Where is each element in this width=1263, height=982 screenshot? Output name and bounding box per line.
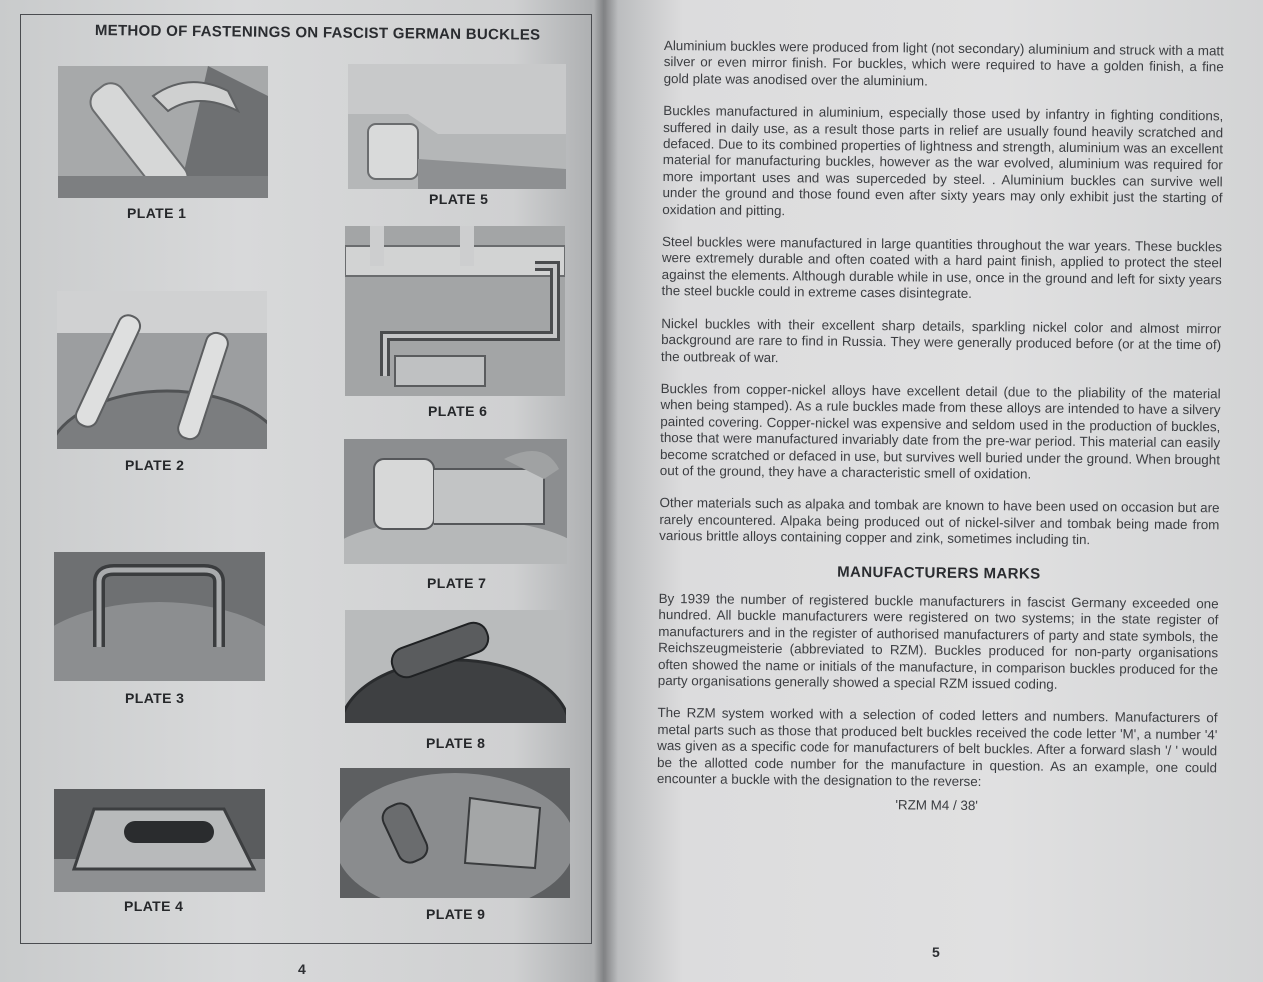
plate-1-caption: PLATE 1 (127, 205, 187, 221)
body-text (657, 38, 1224, 817)
paragraph-steel: Steel buckles were manufactured in large quantities throughout the war years. These buckles were extremely durable and often coated with a hard paint finish, applied to protect the steel against the elements. Although durable while in use, once in the ground and left for sixty years the steel buckle could in extreme cases disintegrate. (661, 234, 1223, 302)
paragraph-aluminium-use: Buckles manufactured in aluminium, especially those used by infantry in fighting conditions, suffered in daily use, as a result those parts in relief are usually found heavily scratched and defaced. Due to its combined properties of lightness and strength, aluminium was an excellent material for manufacturing buckles, however as the war evolved, aluminium was required for more important uses and was superceded by steel. . Aluminium buckles can survive well under the ground and those found even after sixty years may only exhibit just the starting of oxidation and pitting. (662, 103, 1224, 218)
plate-4-caption: PLATE 4 (124, 898, 184, 914)
paragraph-registration: By 1939 the number of registered buckle manufacturers in fascist Germany exceeded one hundred. All buckle manufacturers were registered on two systems; in the state register of manufacturers and in the register of authorised manufacturers of party and state symbols, the Reichszeugmeisterie (abbreviated to RZM). Buckles produced for non-party organisations often showed the name or initials of the manufacture, in comparison buckles produced for the party organisations generally showed a special RZM issued coding. (657, 590, 1219, 692)
plate-6-caption: PLATE 6 (428, 403, 488, 419)
plate-7-caption: PLATE 7 (427, 575, 487, 591)
plate-8-photo (345, 610, 566, 723)
page-title: METHOD OF FASTENINGS ON FASCIST GERMAN BUCKLES (94, 22, 541, 44)
paragraph-other-materials: Other materials such as alpaka and tombak are known to have been used on occasion but are rarely encountered. Alpaka being produced out of nickel-silver and tombak being made from various brittle alloys containing copper and zink, sometimes including tin. (659, 495, 1220, 548)
section-heading: MANUFACTURERS MARKS (837, 563, 1041, 583)
plate-5-caption: PLATE 5 (429, 191, 489, 207)
left-page (0, 0, 604, 982)
plate-5-photo (348, 64, 566, 189)
plate-7-photo (344, 439, 567, 564)
page-number-left: 4 (298, 961, 306, 977)
plate-9-caption: PLATE 9 (426, 906, 486, 922)
plate-9-photo (340, 768, 570, 898)
paragraph-rzm-system: The RZM system worked with a selection of coded letters and numbers. Manufacturers of metal parts such as those that produced belt buckles received the code letter 'M', a number '4' was given as a specific code for manufacturers of belt buckles. After a forward slash '/ ' would be the allotted code number for the manufacture in question. As an example, one could encounter a buckle with the designation to the reverse: (656, 705, 1218, 790)
paragraph-aluminium: Aluminium buckles were produced from light (not secondary) aluminium and struck with a matt silver or even mirror finish. For buckles, which were required to have a golden finish, a fine gold plate was anodised over the aluminium. (663, 38, 1224, 89)
book-gutter (594, 0, 618, 982)
paragraph-copper-nickel: Buckles from copper-nickel alloys have excellent detail (due to the pliability of the material when being stamped). As a rule buckles made from these alloys are intended to have a silvery painted covering. Copper-nickel was expensive and seldom used in the production of buckles, those that were manufactured invariably date from the pre-war period. This material can easily become scratched or defaced in use, but survives well buried under the ground. When brought out of the ground, they have a characteristic smell of oxidation. (659, 380, 1221, 482)
plate-3-photo (54, 552, 265, 681)
plate-3-caption: PLATE 3 (125, 690, 185, 706)
plate-2-photo (57, 291, 267, 449)
page-number-right: 5 (932, 944, 940, 960)
paragraph-nickel: Nickel buckles with their excellent sharp details, sparkling nickel color and almost mirror background are rare to find in Russia. They were generally produced before (or at the time of) the outbreak of war. (660, 315, 1222, 365)
example-code: 'RZM M4 / 38' (895, 797, 978, 814)
plate-2-caption: PLATE 2 (125, 457, 185, 473)
plate-4-photo (54, 789, 265, 892)
plate-6-photo (345, 226, 565, 396)
plate-1-photo (58, 66, 268, 198)
plate-8-caption: PLATE 8 (426, 735, 486, 751)
